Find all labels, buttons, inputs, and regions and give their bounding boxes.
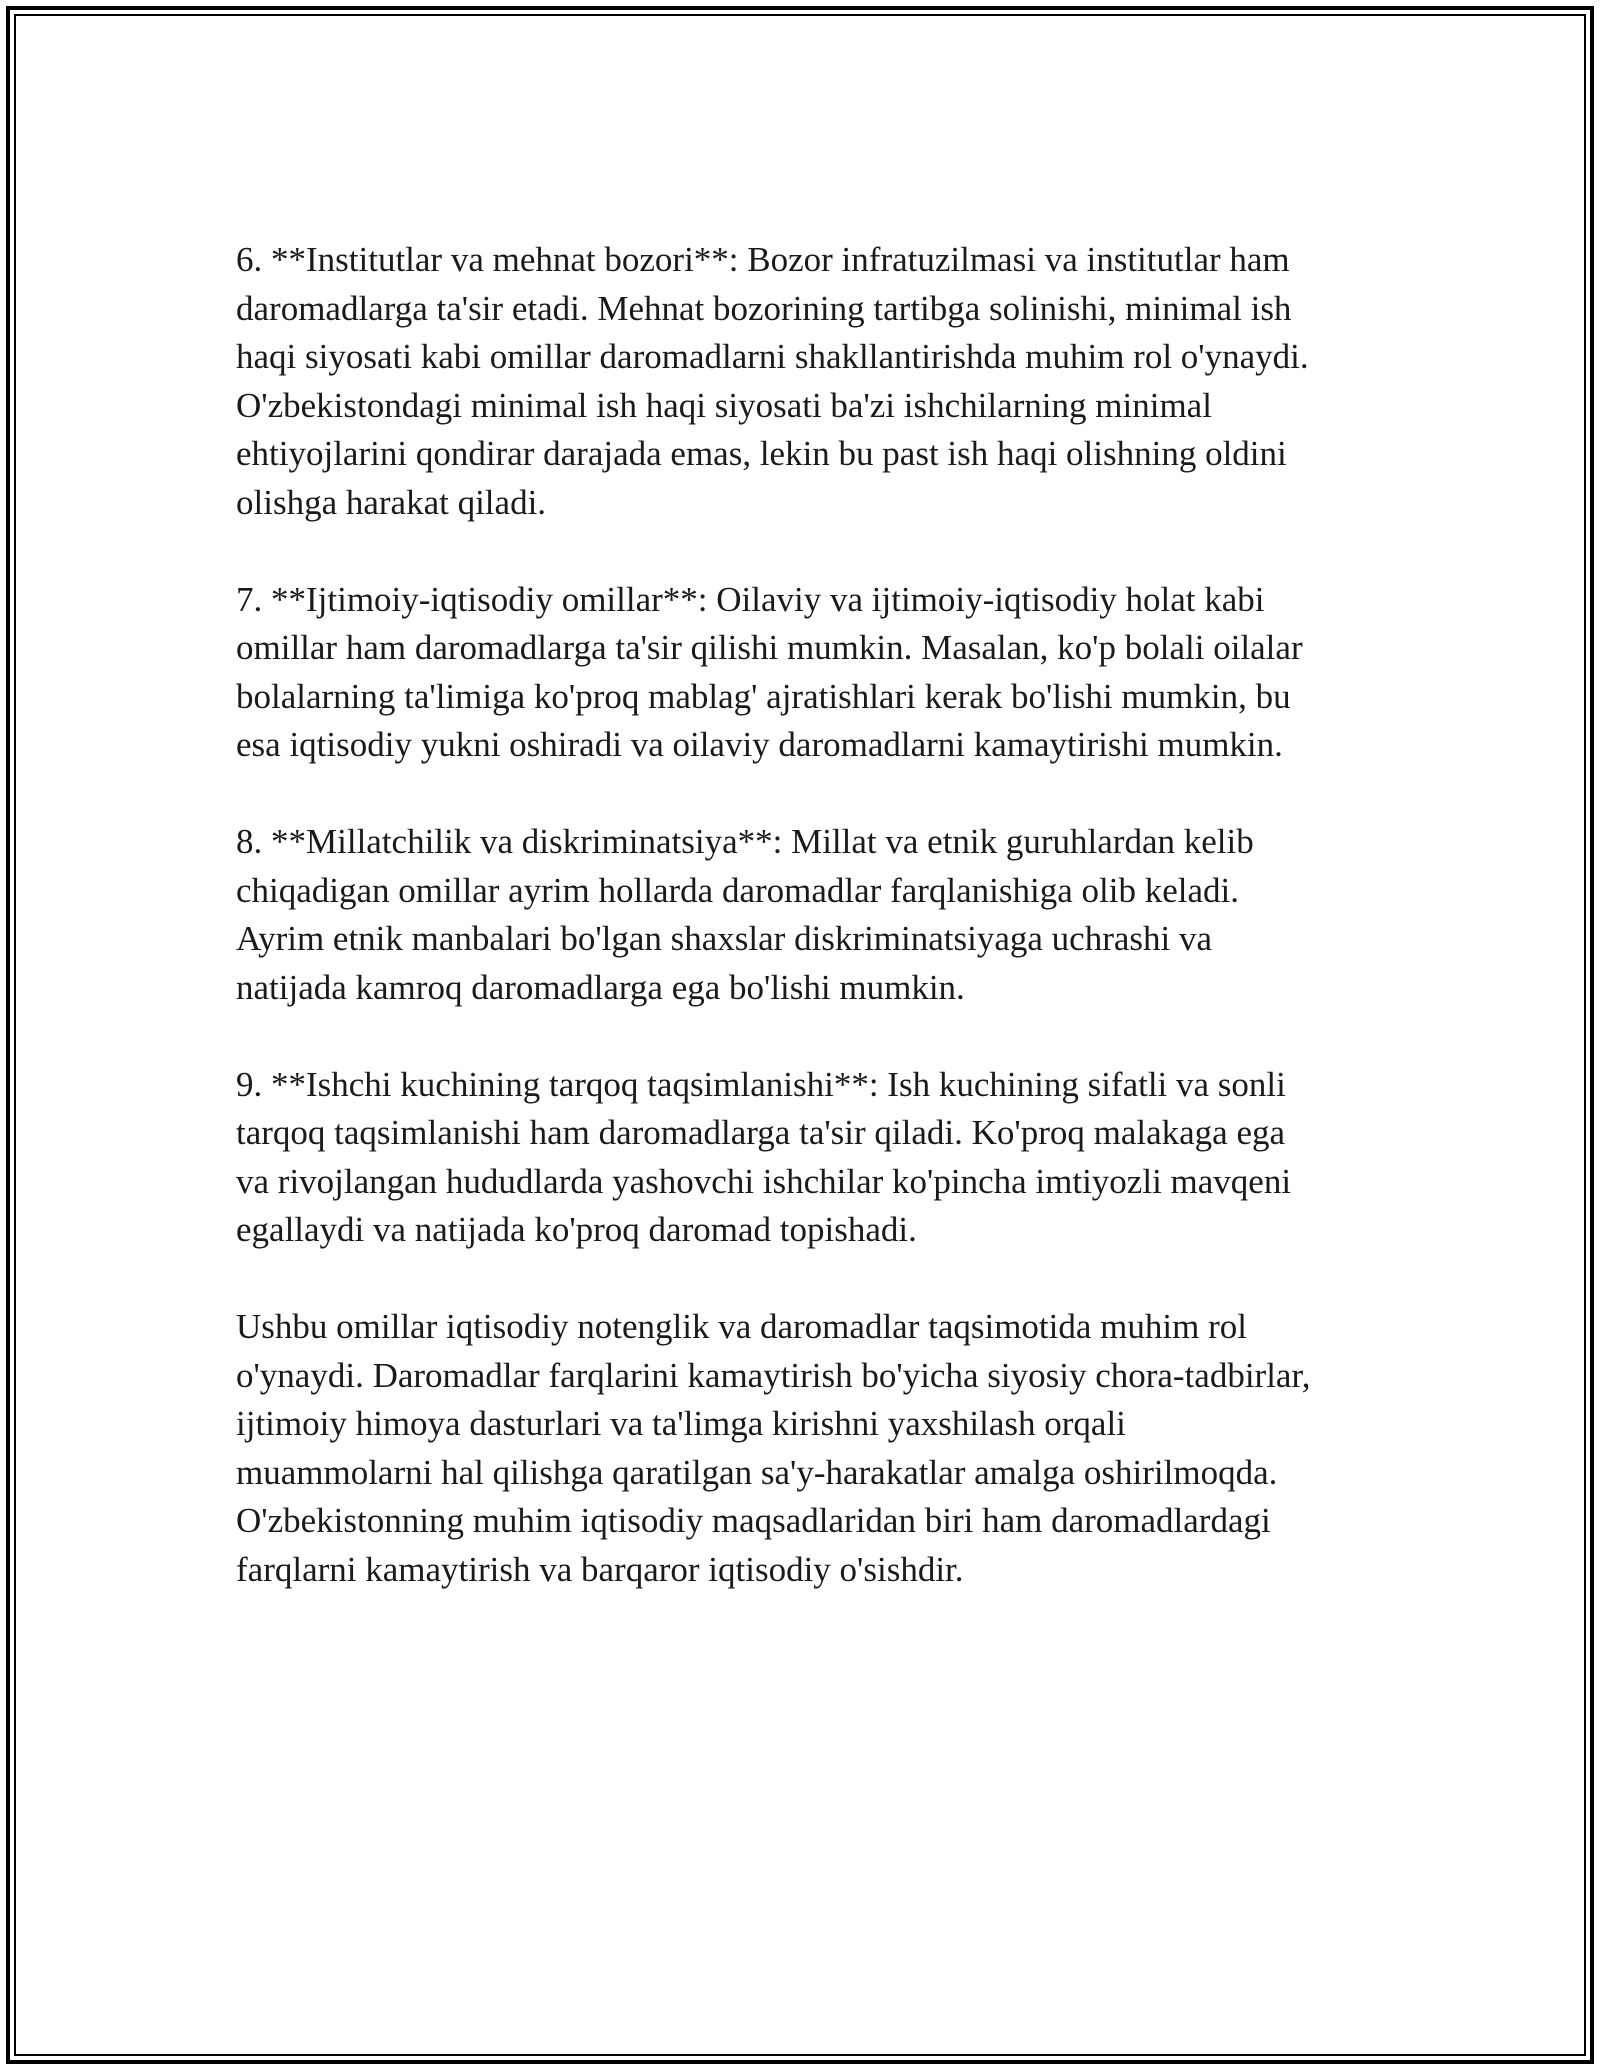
text-line: tarqoq taqsimlanishi ham daromadlarga ta'sir qiladi. Ko'proq malakaga ega — [236, 1113, 1286, 1152]
text-line: ehtiyojlarini qondirar darajada emas, lekin bu past ish haqi olishning oldini — [236, 434, 1287, 473]
text-line: muammolarni hal qilishga qaratilgan sa'y-harakatlar amalga oshirilmoqda. — [236, 1452, 1278, 1492]
text-line: egallaydi va natijada ko'proq daromad topishadi. — [236, 1210, 917, 1249]
text-line: haqi siyosati kabi omillar daromadlarni shakllantirishda muhim rol o'ynaydi. — [236, 337, 1309, 376]
text-line: o'ynaydi. Daromadlar farqlarini kamaytirish bo'yicha siyosiy chora-tadbirlar, — [236, 1355, 1311, 1395]
text-line: daromadlarga ta'sir etadi. Mehnat bozorining tartibga solinishi, minimal ish — [236, 288, 1292, 328]
paragraph-conclusion — [236, 1303, 1386, 1594]
text-line: 9. **Ishchi kuchining tarqoq taqsimlanishi**: Ish kuchining sifatli va sonli — [236, 1064, 1286, 1104]
text-line: omillar ham daromadlarga ta'sir qilishi mumkin. Masalan, ko'p bolali oilalar — [236, 628, 1303, 667]
paragraph-nationalism-discrimination — [236, 818, 1386, 1012]
text-line: O'zbekistondagi minimal ish haqi siyosati ba'zi ishchilarning minimal — [236, 385, 1212, 425]
text-line: natijada kamroq daromadlarga ega bo'lishi mumkin. — [236, 967, 965, 1007]
text-line: 6. **Institutlar va mehnat bozori**: Bozor infratuzilmasi va institutlar ham — [236, 240, 1290, 279]
text-line: esa iqtisodiy yukni oshiradi va oilaviy daromadlarni kamaytirishi mumkin. — [236, 725, 1283, 764]
text-line: O'zbekistonning muhim iqtisodiy maqsadlaridan biri ham daromadlardagi — [236, 1501, 1271, 1540]
paragraph-labor-distribution — [236, 1061, 1386, 1255]
text-line: olishga harakat qiladi. — [236, 482, 547, 522]
text-line: Ushbu omillar iqtisodiy notenglik va daromadlar taqsimotida muhim rol — [236, 1307, 1247, 1346]
text-line: bolalarning ta'limiga ko'proq mablag' ajratishlari kerak bo'lishi mumkin, bu — [236, 676, 1291, 716]
paragraph-socio-economic-factors — [236, 576, 1386, 770]
text-line: va rivojlangan hududlarda yashovchi ishchilar ko'pincha imtiyozli mavqeni — [236, 1161, 1292, 1201]
document-body — [236, 236, 1386, 1643]
text-line: ijtimoiy himoya dasturlari va ta'limga kirishni yaxshilash orqali — [236, 1404, 1126, 1443]
text-line: chiqadigan omillar ayrim hollarda daromadlar farqlanishiga olib keladi. — [236, 870, 1239, 910]
text-line: Ayrim etnik manbalari bo'lgan shaxslar diskriminatsiyaga uchrashi va — [236, 919, 1213, 958]
paragraph-institutions-labor-market — [236, 236, 1386, 527]
text-line: farqlarni kamaytirish va barqaror iqtisodiy o'sishdir. — [236, 1549, 964, 1589]
text-line: 7. **Ijtimoiy-iqtisodiy omillar**: Oilaviy va ijtimoiy-iqtisodiy holat kabi — [236, 579, 1265, 619]
text-line: 8. **Millatchilik va diskriminatsiya**: Millat va etnik guruhlardan kelib — [236, 822, 1254, 861]
